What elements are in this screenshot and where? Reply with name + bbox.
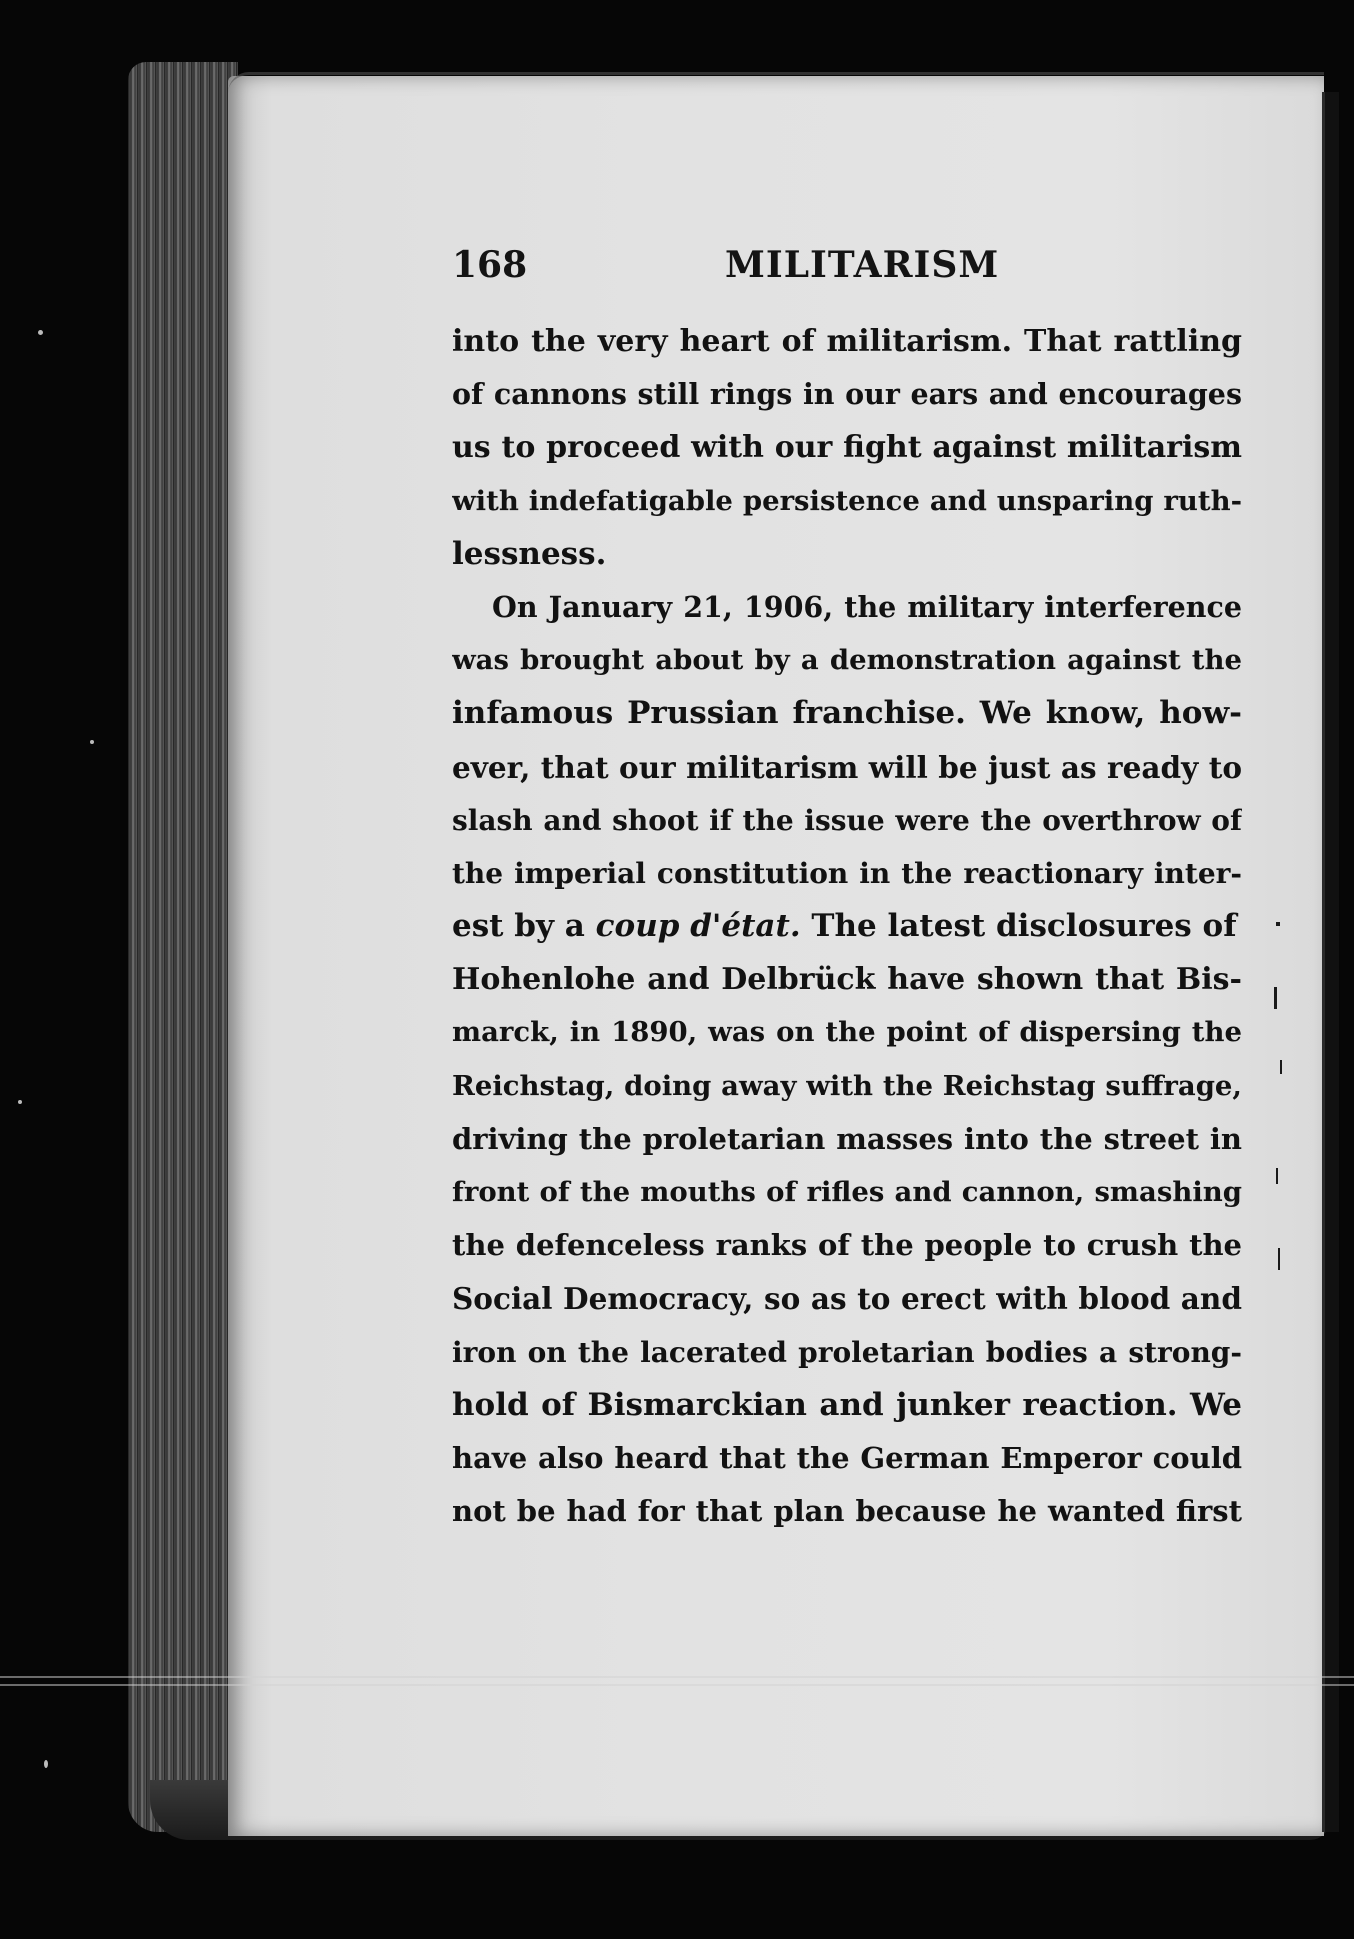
running-title: MILITARISM	[725, 244, 1000, 286]
margin-mark	[1278, 1248, 1280, 1270]
page-top-curl	[228, 72, 1324, 93]
margin-mark	[1274, 987, 1277, 1009]
text-line: infamous Prussian franchise. We know, how-	[452, 695, 1242, 732]
text-line: Reichstag, doing away with the Reichstag suffrage,	[452, 1069, 1242, 1102]
text-line: into the very heart of militarism. That rattling	[452, 324, 1242, 359]
margin-mark	[1280, 1060, 1282, 1074]
text-line: Social Democracy, so as to erect with blood and	[452, 1281, 1242, 1317]
text-line: driving the proletarian masses into the street in	[452, 1121, 1242, 1156]
scan-artifact-line	[0, 1676, 1354, 1678]
margin-mark	[1276, 1168, 1278, 1184]
text-segment: The latest disclosures of	[800, 908, 1237, 945]
text-line: not be had for that plan because he wanted first	[452, 1494, 1242, 1529]
text-line: have also heard that the German Emperor could	[452, 1440, 1242, 1475]
text-line: slash and shoot if the issue were the overthrow of	[452, 803, 1242, 837]
scan-speck	[38, 330, 43, 335]
book-page-stack-edge	[128, 62, 238, 1832]
text-segment: est by a	[452, 908, 596, 945]
text-line: was brought about by a demonstration against the	[452, 644, 1242, 677]
running-head	[452, 244, 1242, 294]
text-line: marck, in 1890, was on the point of dispersing the	[452, 1016, 1242, 1049]
scan-speck	[44, 1760, 48, 1768]
text-line: On January 21, 1906, the military interference	[492, 589, 1242, 624]
text-line: us to proceed with our fight against militarism	[452, 430, 1242, 466]
text-line: lessness.	[452, 535, 607, 572]
text-line: front of the mouths of rifles and cannon, smashing	[452, 1176, 1242, 1208]
body-text	[452, 315, 1242, 1538]
text-line: the imperial constitution in the reactionary inter-	[452, 856, 1242, 890]
text-line: with indefatigable persistence and unsparing ruth-	[452, 484, 1242, 517]
scan-artifact-line	[0, 1684, 1354, 1686]
text-line	[452, 900, 1242, 953]
text-line: Hohenlohe and Delbrück have shown that Bis-	[452, 962, 1242, 998]
text-line: of cannons still rings in our ears and encourages	[452, 377, 1242, 412]
scan-speck	[18, 1100, 22, 1104]
page-number: 168	[452, 244, 528, 286]
text-line: iron on the lacerated proletarian bodies a strong-	[452, 1335, 1242, 1369]
book-right-edge	[1322, 92, 1339, 1832]
margin-mark	[1276, 922, 1280, 926]
text-line: the defenceless ranks of the people to crush the	[452, 1228, 1242, 1263]
text-line: ever, that our militarism will be just as ready to	[452, 749, 1242, 785]
italic-phrase: coup d'état.	[595, 908, 801, 945]
scan-speck	[90, 740, 94, 744]
text-line: hold of Bismarckian and junker reaction. We	[452, 1386, 1242, 1423]
